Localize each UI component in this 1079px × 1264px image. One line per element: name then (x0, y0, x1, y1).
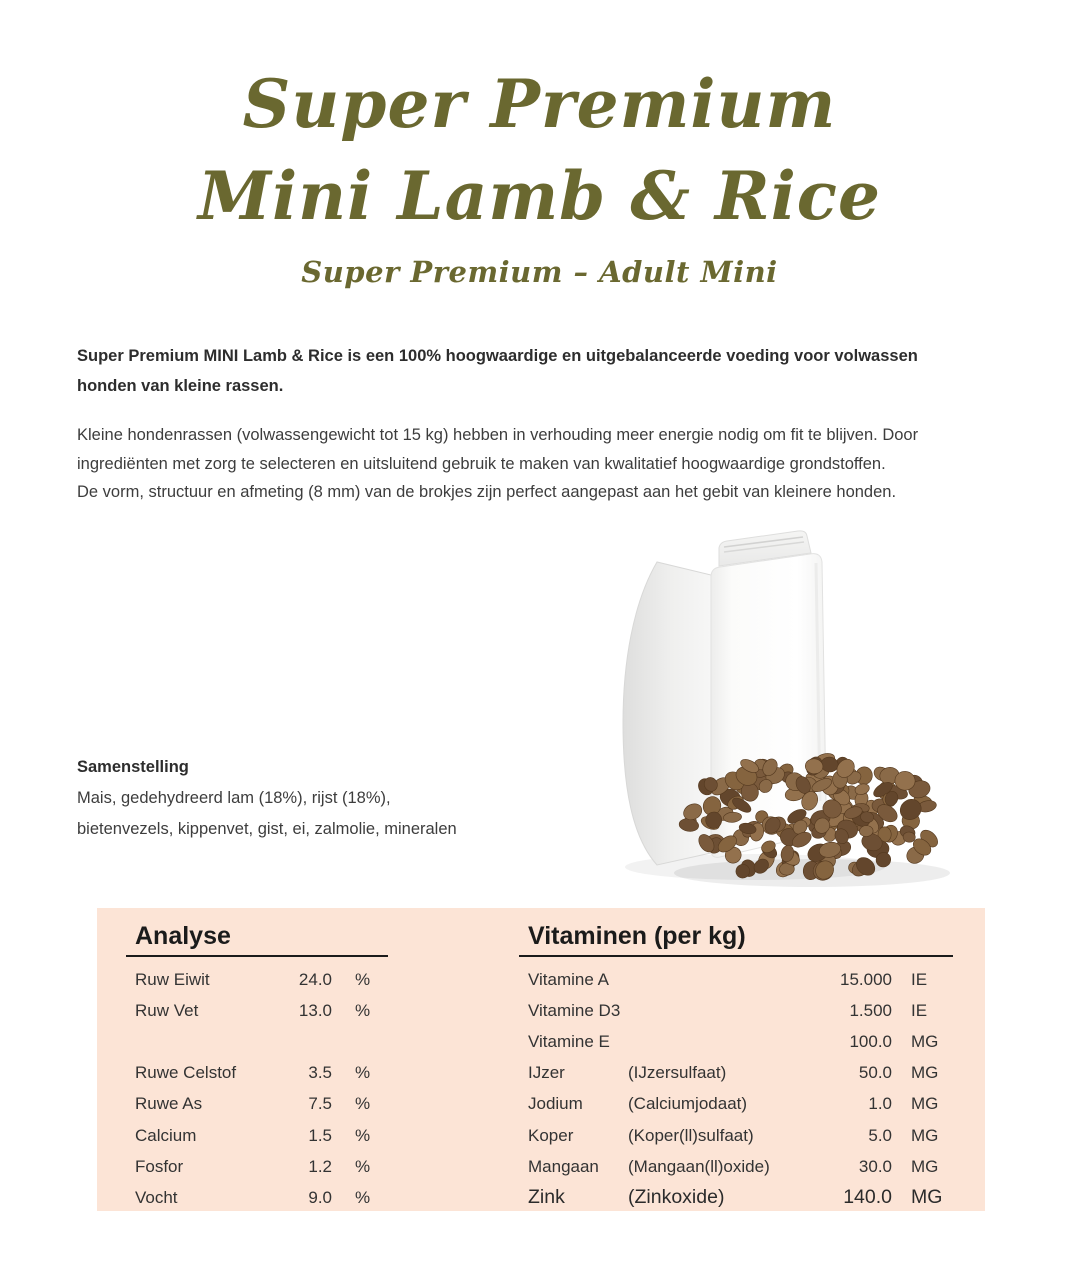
vitamin-unit: IE (911, 1000, 928, 1020)
analysis-row (126, 1182, 388, 1213)
vitamin-label: IJzer (528, 1063, 565, 1083)
vitamin-label: Vitamine A (528, 969, 609, 989)
vitamin-value: 30.0 (858, 1156, 892, 1176)
analysis-label: Ruwe Celstof (135, 1063, 237, 1083)
vitamin-value: 1.0 (868, 1094, 892, 1114)
analysis-unit: % (355, 1187, 371, 1207)
analysis-unit: % (355, 1000, 371, 1020)
vitamin-value: 5.0 (868, 1125, 892, 1145)
vitamin-label: Koper (528, 1125, 574, 1145)
vitamins-table (519, 921, 953, 1214)
vitamin-value: 1.500 (849, 1000, 892, 1020)
analysis-value: 24.0 (298, 969, 332, 989)
intro-line: honden van kleine rassen. (77, 377, 284, 395)
description-line: De vorm, structuur en afmeting (8 mm) van de brokjes zijn perfect aangepast aan het gebit van kleinere honden. (77, 483, 897, 501)
vitamin-row (519, 1058, 953, 1089)
analysis-unit: % (355, 1156, 371, 1176)
product-image (560, 515, 1020, 910)
nutrition-panel (97, 908, 985, 1211)
analysis-value: 1.2 (308, 1156, 332, 1176)
analysis-row (126, 964, 388, 995)
vitamin-label: Vitamine D3 (528, 1000, 621, 1020)
product-photo (560, 515, 1020, 910)
vitamin-substance: (Mangaan(ll)oxide) (628, 1156, 770, 1176)
analysis-value: 9.0 (308, 1187, 332, 1207)
vitamin-value: 50.0 (858, 1063, 892, 1083)
vitamin-value: 100.0 (849, 1031, 892, 1051)
analysis-row (126, 1151, 388, 1182)
vitamin-row (519, 1089, 953, 1120)
vitamin-label: Mangaan (528, 1156, 599, 1176)
analysis-unit: % (355, 1125, 371, 1145)
product-subtitle: Super Premium – Adult Mini (301, 255, 778, 289)
analysis-label: Ruw Eiwit (135, 969, 210, 989)
analysis-unit: % (355, 969, 371, 989)
analysis-value: 13.0 (298, 1000, 332, 1020)
analysis-label: Ruwe As (135, 1094, 203, 1114)
analysis-row-empty (126, 1026, 388, 1057)
analysis-label: Fosfor (135, 1156, 184, 1176)
description-paragraph (77, 421, 977, 507)
vitamin-substance: (Zinkoxide) (628, 1186, 725, 1209)
analysis-row (126, 1089, 388, 1120)
vitamins-heading: Vitaminen (per kg) (519, 921, 953, 957)
analysis-value: 7.5 (308, 1094, 332, 1114)
vitamin-value: 15.000 (840, 969, 892, 989)
analysis-heading: Analyse (126, 921, 388, 957)
description-line: Kleine hondenrassen (volwassengewicht tot 15 kg) hebben in verhouding meer energie nodig om fit te blijven. Door (77, 426, 919, 444)
analysis-label: Ruw Vet (135, 1000, 199, 1020)
analysis-table (126, 921, 388, 1214)
vitamin-substance: (IJzersulfaat) (628, 1063, 727, 1083)
vitamin-row (519, 964, 953, 995)
vitamin-label: Vitamine E (528, 1031, 610, 1051)
vitamin-row (519, 1120, 953, 1151)
composition-heading: Samenstelling (77, 758, 189, 776)
vitamin-substance: (Koper(ll)sulfaat) (628, 1125, 754, 1145)
analysis-row (126, 1058, 388, 1089)
vitamin-row (519, 1026, 953, 1057)
title-block (0, 58, 1079, 294)
vitamin-unit: MG (911, 1094, 939, 1114)
vitamin-unit: IE (911, 969, 928, 989)
product-title-line1: Super Premium (242, 65, 837, 143)
analysis-label: Calcium (135, 1125, 197, 1145)
composition-section (77, 752, 537, 845)
vitamin-label: Jodium (528, 1094, 583, 1114)
intro-line: Super Premium MINI Lamb & Rice is een 100% hoogwaardige en uitgebalanceerde voeding voor volwassen (77, 347, 918, 365)
analysis-row (126, 995, 388, 1026)
vitamin-unit: MG (911, 1125, 939, 1145)
analysis-rows (126, 964, 388, 1214)
description-line: ingrediënten met zorg te selecteren en uitsluitend gebruik te maken van kwalitatief hoogwaardige grondstoffen. (77, 454, 886, 473)
vitamin-unit: MG (911, 1063, 939, 1083)
analysis-row (126, 1120, 388, 1151)
analysis-value: 3.5 (308, 1063, 332, 1083)
composition-line: bietenvezels, kippenvet, gist, ei, zalmolie, mineralen (77, 820, 457, 838)
vitamin-row (519, 1151, 953, 1182)
vitamin-label: Zink (528, 1186, 565, 1209)
analysis-label: Vocht (135, 1187, 178, 1207)
vitamin-row (519, 1182, 953, 1213)
composition-line: Mais, gedehydreerd lam (18%), rijst (18%), (77, 789, 391, 807)
product-title-line2: Mini Lamb & Rice (198, 157, 881, 235)
analysis-value: 1.5 (308, 1125, 332, 1145)
vitamin-substance: (Calciumjodaat) (628, 1094, 748, 1114)
vitamins-rows (519, 964, 953, 1214)
vitamin-row (519, 995, 953, 1026)
vitamin-unit: MG (911, 1186, 943, 1209)
analysis-unit: % (355, 1094, 371, 1114)
analysis-unit: % (355, 1063, 371, 1083)
vitamin-value: 140.0 (843, 1186, 892, 1209)
vitamin-unit: MG (911, 1031, 939, 1051)
vitamin-unit: MG (911, 1156, 939, 1176)
intro-paragraph (77, 341, 977, 401)
